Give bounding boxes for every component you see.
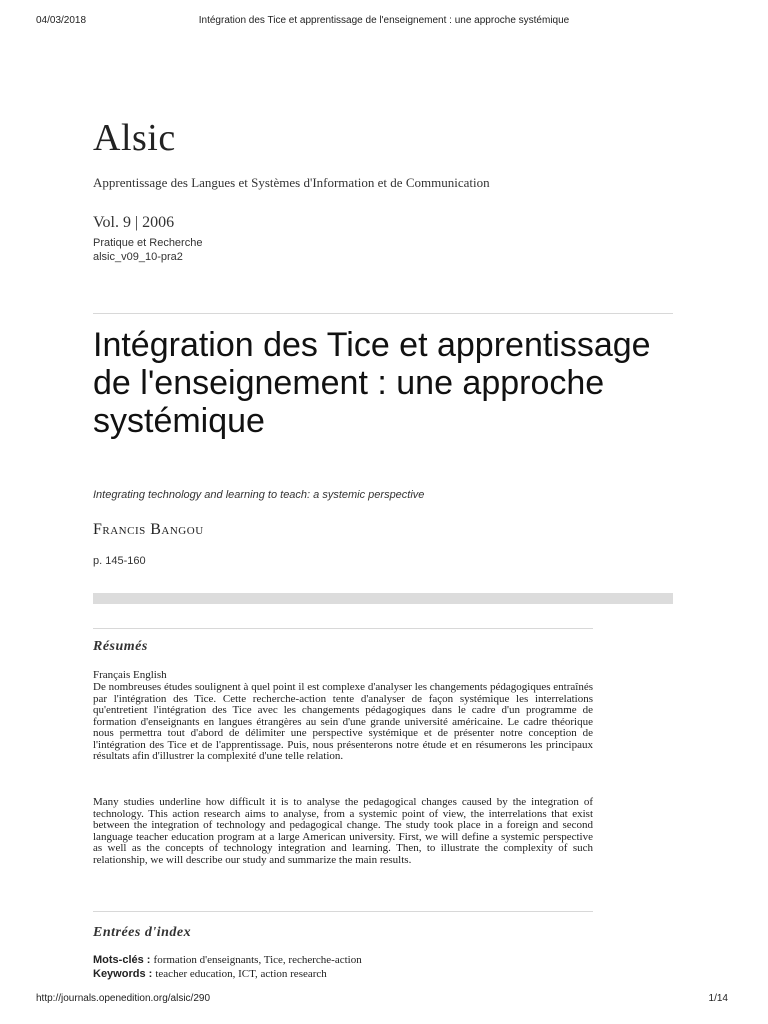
journal-name[interactable]: Alsic — [93, 117, 176, 159]
article-author[interactable]: Francis Bangou — [93, 521, 204, 538]
translated-title: Integrating technology and learning to teach: a systemic perspective — [93, 489, 425, 501]
page-range: p. 145-160 — [93, 555, 146, 567]
header-divider — [93, 313, 673, 314]
separator-bar — [93, 593, 673, 604]
resumes-heading: Résumés — [93, 639, 148, 654]
print-page-title: Intégration des Tice et apprentissage de l'enseignement : une approche systémique — [198, 15, 570, 26]
abstract-french: De nombreuses études soulignent à quel point il est complexe d'analyser les changements pédagogiques entraînés par l'intégration des Tice. Cette recherche-action tente d'analyser de façon systémique les interrelations qu'entretient l'intégration des Tice avec les changements pédagogiques dans le cadre d'un programme de formation d'enseignants en langues étrangères au sein d'une grande université américaine. Le cadre théorique nous permettra tout d'abord de délimiter une perspective systémique et de présenter notre conception de l'intégration des Tice et de l'apprentissage. Puis, nous présenterons notre étude et en résumerons les principaux résultats afin d'illustrer la complexité d'une telle relation. — [93, 681, 593, 762]
keywords-french-row — [93, 954, 362, 966]
journal-volume[interactable]: Vol. 9 | 2006 — [93, 214, 175, 231]
document-id: alsic_v09_10-pra2 — [93, 251, 183, 263]
journal-subtitle: Apprentissage des Langues et Systèmes d'Information et de Communication — [93, 175, 490, 190]
print-footer — [0, 993, 768, 1007]
keywords-french[interactable]: formation d'enseignants, Tice, recherche-action — [153, 954, 362, 966]
keywords-english-row — [93, 968, 327, 980]
print-header — [0, 15, 768, 29]
journal-rubric[interactable]: Pratique et Recherche — [93, 237, 203, 249]
print-page-counter: 1/14 — [708, 993, 728, 1004]
keywords-french-label: Mots-clés : — [93, 954, 151, 966]
article-title: Intégration des Tice et apprentissage de l'enseignement : une approche systémique — [93, 326, 651, 440]
abstract-english: Many studies underline how difficult it is to analyse the pedagogical changes caused by the integration of technology. This action research aims to analyse, from a systemic point of view, the interrelations that exist between the integration of technology and pedagogical change. The study took place in a foreign and second language teacher education program at a large American university. First, we will define a systemic perspective as well as the concepts of technology integration and learning. Then, to illustrate the complexity of such relationship, we will describe our study and summarize the main results. — [93, 796, 593, 866]
section-divider — [93, 628, 593, 629]
print-url: http://journals.openedition.org/alsic/290 — [36, 993, 211, 1004]
keywords-english-label: Keywords : — [93, 968, 153, 980]
index-heading: Entrées d'index — [93, 925, 192, 940]
section-divider — [93, 911, 593, 912]
print-date: 04/03/2018 — [36, 15, 87, 26]
abstract-language-switch[interactable]: Français English — [93, 669, 167, 681]
keywords-english[interactable]: teacher education, ICT, action research — [155, 968, 327, 980]
